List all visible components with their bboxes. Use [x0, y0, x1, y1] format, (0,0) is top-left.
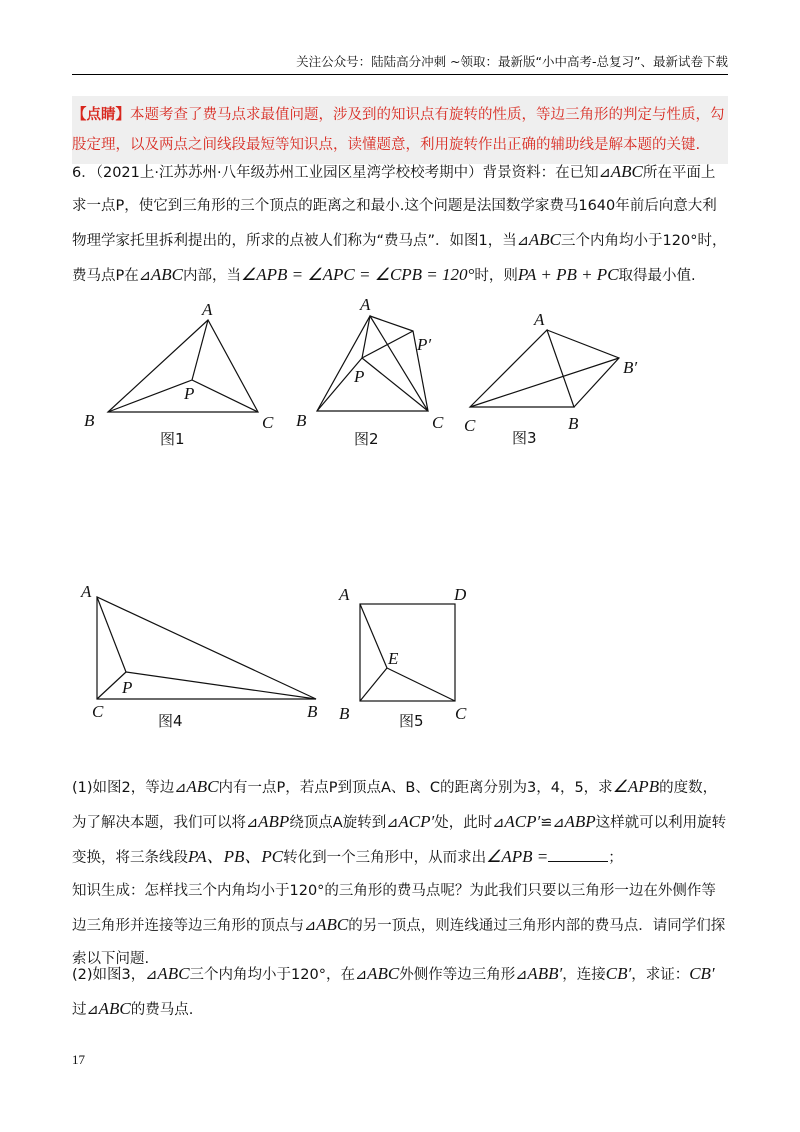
fig2-label-b: B [296, 411, 307, 430]
figure-4 [78, 580, 338, 740]
page-header: 关注公众号：陆陆高分冲刺 ~领取：最新版“小中高考-总复习”、最新试卷下载 [296, 54, 728, 69]
fig4-label-b: B [307, 702, 318, 721]
p1-acp-prime-2: ACP′ [504, 812, 541, 831]
fig3-label-c: C [464, 416, 476, 435]
fig5-label-e: E [388, 649, 399, 668]
p1-congruent: ≌ [540, 815, 553, 831]
p1-abp-2: ABP [564, 812, 596, 831]
remark-label: 【点睛】 [72, 107, 130, 123]
p1-acp-prime-1: ACP′ [398, 812, 435, 831]
p1-text-8: ； [608, 850, 623, 866]
p2-text-6: 过⊿ [72, 1002, 99, 1018]
fig3-label-b-prime: B′ [623, 358, 638, 377]
q6-intro-6: 取得最小值. [618, 268, 696, 284]
fig2-label-c: C [432, 413, 444, 432]
fig3-triangle [470, 330, 574, 407]
fig3-equilateral [547, 330, 619, 407]
p2-cb-prime-1: CB′ [605, 964, 632, 983]
fig3-label-b: B [568, 414, 579, 433]
p2-abc-3: ABC [98, 999, 131, 1018]
fig1-pc [192, 380, 258, 412]
q6-sum-expr: PA + PB + PC [517, 265, 619, 284]
figure-5 [335, 580, 495, 740]
figure-3 [460, 305, 660, 465]
question-6 [72, 155, 728, 293]
p1-abc: ABC [186, 777, 219, 796]
p2-abb-prime: ABB′ [527, 964, 563, 983]
fig5-square [360, 604, 455, 701]
p1-answer-expr: ∠APB = [486, 847, 549, 866]
fig1-label-p: P [184, 384, 195, 403]
fig4-caption: 图4 [158, 712, 183, 730]
q6-abc-2: ABC [528, 230, 562, 249]
p1-knowledge: 知识生成：怎样找三个内角均小于120°的三角形的费马点呢？为此我们只要以三角形一边在外侧作等边三角形并连接等边三角形的顶点与⊿ [72, 883, 716, 934]
q6-intro-5: 时，则 [474, 268, 518, 284]
remark-box [72, 96, 728, 164]
fig3-caption: 图3 [512, 429, 537, 447]
p2-abc-2: ABC [367, 964, 400, 983]
q6-source: （2021上·江苏苏州·八年级苏州工业园区星湾学校校考期中） [95, 165, 483, 181]
p1-abc-2: ABC [316, 915, 349, 934]
fig2-pp-prime [362, 331, 413, 358]
p1-text-5: 处，此时⊿ [434, 815, 505, 831]
fig4-label-a: A [81, 582, 92, 601]
q6-intro-3: 三个内角均小于120°时，费马点P在⊿ [72, 233, 727, 284]
fig2-label-p: P [354, 367, 365, 386]
fig1-caption: 图1 [160, 430, 185, 448]
fig4-label-p: P [122, 678, 133, 697]
fig2-pc [362, 358, 428, 411]
p1-abp-1: ABP [258, 812, 290, 831]
p2-text-3: 外侧作等边三角形⊿ [399, 967, 528, 983]
fig1-pb [108, 380, 195, 412]
fig2-label-a: A [360, 295, 371, 314]
fig1-label-c: C [262, 413, 274, 432]
fig5-caption: 图5 [399, 712, 424, 730]
q6-intro-1: 背景资料：在已知⊿ [482, 165, 611, 181]
p2-cb-prime-2: CB′ [689, 964, 715, 983]
q6-intro-4: 内部，当 [183, 268, 242, 284]
p2-text-7: 的费马点. [130, 1002, 194, 1018]
p2-text-2: 三个内角均小于120°，在⊿ [189, 967, 368, 983]
part-1: (1)如图2，等边⊿ABC内有一点P，若点P到顶点A、B、C的距离分别为3，4，5，求∠APB的度数，为了解决本题，我们可以将⊿ABP绕顶点A旋转到⊿ACP′处，此时⊿ACP′≌⊿ABP这样就可以利用旋转变换，将三条线段PA、PB、PC转化到一个三角形中，从而求出∠APB = ； 知识生成：怎样找三个内角均小于120°的三角形的费马点呢？为此我们只要以三角形一边在外侧作等边三角形并连接等边三角形的顶点与⊿ABC的另一顶点，则连线通过三角形内部的费马点．请同学们探索以下问题. [72, 777, 727, 967]
q6-intro-2: 所在平面上求一点P，使它到三角形的三个顶点的距离之和最小.这个问题是法国数学家费马1640年前后向意大利物理学家托里拆利提出的，所求的点被人们称为“费马点”．如图1，当⊿ [72, 165, 717, 249]
fig1-label-b: B [84, 411, 95, 430]
fig5-ec [387, 668, 455, 701]
p2-text-1: (2)如图3，⊿ [72, 967, 158, 983]
fig5-ea [360, 604, 387, 668]
fig4-label-c: C [92, 702, 104, 721]
fig2-caption: 图2 [354, 430, 379, 448]
figure-2 [292, 292, 462, 462]
p1-knowledge-2: 的另一顶点，则连线通过三角形内部的费马点．请同学们探索以下问题. [72, 918, 726, 967]
header-rule [72, 74, 728, 75]
remark-text: 本题考查了费马点求最值问题，涉及到的知识点有旋转的性质，等边三角形的判定与性质，勾股定理，以及两点之间线段最短等知识点，读懂题意，利用旋转作出正确的辅助线是解本题的关键. [72, 107, 725, 153]
p1-text-2: 内有一点P，若点P到顶点A、B、C的距离分别为3，4，5，求 [218, 780, 613, 796]
fig1-triangle [108, 320, 258, 412]
q6-abc-3: ABC [150, 265, 184, 284]
p2-text-5: ，求证： [631, 967, 690, 983]
fig5-label-a: A [339, 585, 350, 604]
fig2-label-p-prime: P′ [417, 335, 432, 354]
figure-1 [80, 300, 280, 460]
q6-number: 6． [72, 165, 96, 181]
p1-text-3: 的度数，为了解决本题，我们可以将⊿ [72, 780, 718, 831]
fig5-label-c: C [455, 704, 467, 723]
p1-angle-apb: ∠APB [612, 777, 660, 796]
fig1-label-a: A [202, 300, 213, 319]
p2-text-4: ，连接 [562, 967, 606, 983]
page-number: 17 [72, 1052, 85, 1067]
p2-abc-1: ABC [157, 964, 190, 983]
fig5-label-d: D [454, 585, 467, 604]
part-2 [72, 957, 728, 1027]
q6-abc-1: ABC [610, 162, 643, 181]
p1-segments: PA、PB、PC [188, 847, 284, 866]
fig5-label-b: B [339, 704, 350, 723]
fig5-eb [360, 668, 387, 701]
p1-text-6: 这样就可以利用旋转变换，将三条线段 [72, 815, 727, 866]
p1-text-1: (1)如图2，等边⊿ [72, 780, 187, 796]
p1-text-7: 转化到一个三角形中，从而求出 [283, 850, 487, 866]
answer-blank[interactable] [548, 847, 608, 862]
fig1-pa [192, 320, 208, 380]
q6-angle-condition: ∠APB = ∠APC = ∠CPB = 120° [241, 265, 475, 284]
p1-text-4: 绕顶点A旋转到⊿ [289, 815, 399, 831]
fig3-label-a: A [534, 310, 545, 329]
